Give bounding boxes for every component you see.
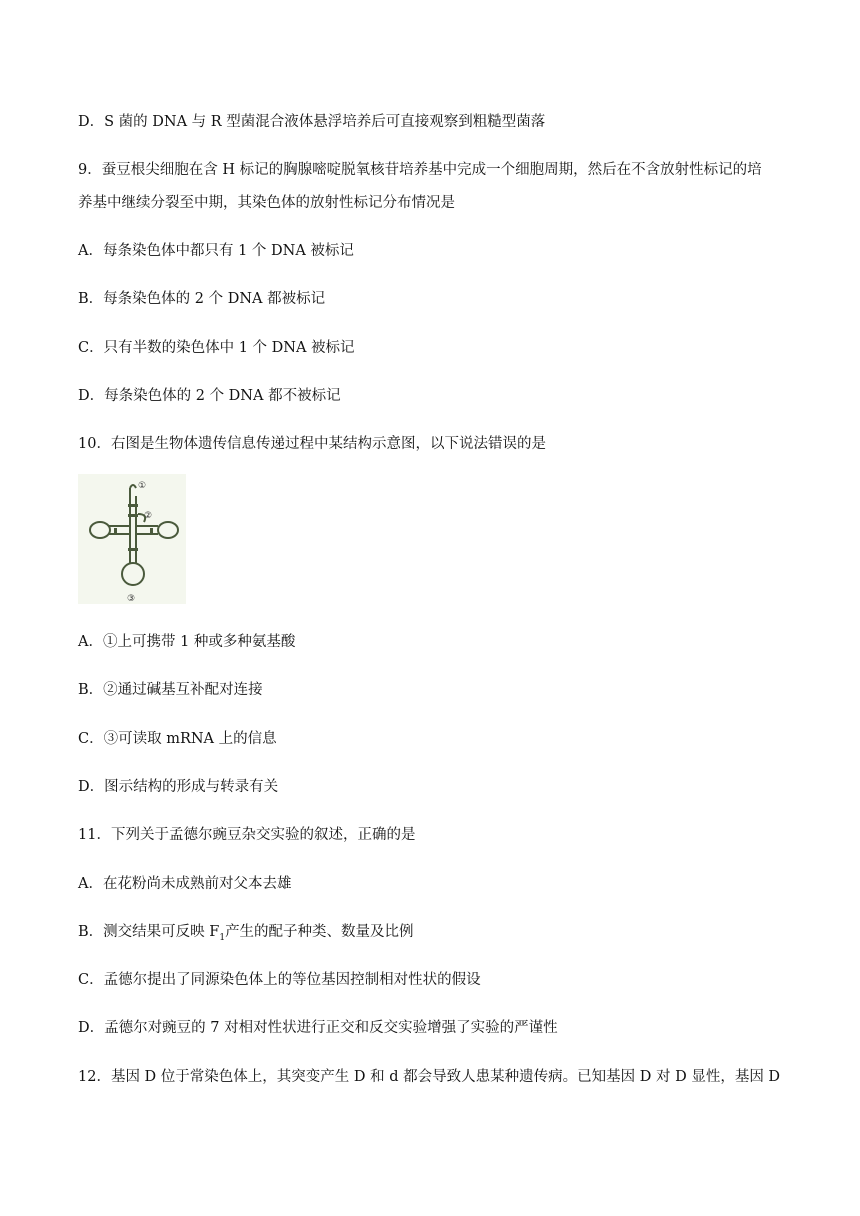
question-11-option-b-prefix: B．测交结果可反映 F [78,924,220,940]
question-11-option-d: D．孟德尔对豌豆的 7 对相对性状进行正交和反交实验增强了实验的严谨性 [78,1020,558,1036]
question-12-stem: 12．基因 D 位于常染色体上，其突变产生 D 和 d 都会导致人患某种遗传病。已知基因 D 对 D 显性，基因 D [78,1069,781,1085]
question-9-stem-line1: 9．蚕豆根尖细胞在含 H 标记的胸腺嘧啶脱氧核苷培养基中完成一个细胞周期，然后在不含放射性标记的培 [78,162,762,178]
figure-label-2: ② [144,511,153,521]
question-9-option-c: C．只有半数的染色体中 1 个 DNA 被标记 [78,340,355,356]
question-11-option-a: A．在花粉尚未成熟前对父本去雄 [78,876,292,892]
question-11-option-b [78,922,414,948]
question-10-option-c: C．③可读取 mRNA 上的信息 [78,731,277,747]
question-9-stem-line2: 养基中继续分裂至中期，其染色体的放射性标记分布情况是 [78,195,455,211]
question-11-stem: 11．下列关于孟德尔豌豆杂交实验的叙述，正确的是 [78,827,416,843]
question-9-option-a: A．每条染色体中都只有 1 个 DNA 被标记 [78,243,354,259]
question-10-option-d: D．图示结构的形成与转录有关 [78,779,279,795]
figure-label-1: ① [138,481,147,491]
question-10-option-b: B．②通过碱基互补配对连接 [78,682,263,698]
question-11-option-c: C．孟德尔提出了同源染色体上的等位基因控制相对性状的假设 [78,972,481,988]
trna-diagram [78,474,186,604]
figure-label-3: ③ [127,594,136,604]
question-10-stem: 10．右图是生物体遗传信息传递过程中某结构示意图，以下说法错误的是 [78,436,546,452]
option-d-text: D．S 菌的 DNA 与 R 型菌混合液体悬浮培养后可直接观察到粗糙型菌落 [78,114,546,130]
question-10-option-a: A．①上可携带 1 种或多种氨基酸 [78,634,296,650]
trna-cloverleaf-illustration [78,474,186,604]
question-9-option-d: D．每条染色体的 2 个 DNA 都不被标记 [78,388,341,404]
question-9-option-b: B．每条染色体的 2 个 DNA 都被标记 [78,291,326,307]
f1-subscript: 1 [219,932,226,943]
question-11-option-b-suffix: 产生的配子种类、数量及比例 [225,924,414,940]
